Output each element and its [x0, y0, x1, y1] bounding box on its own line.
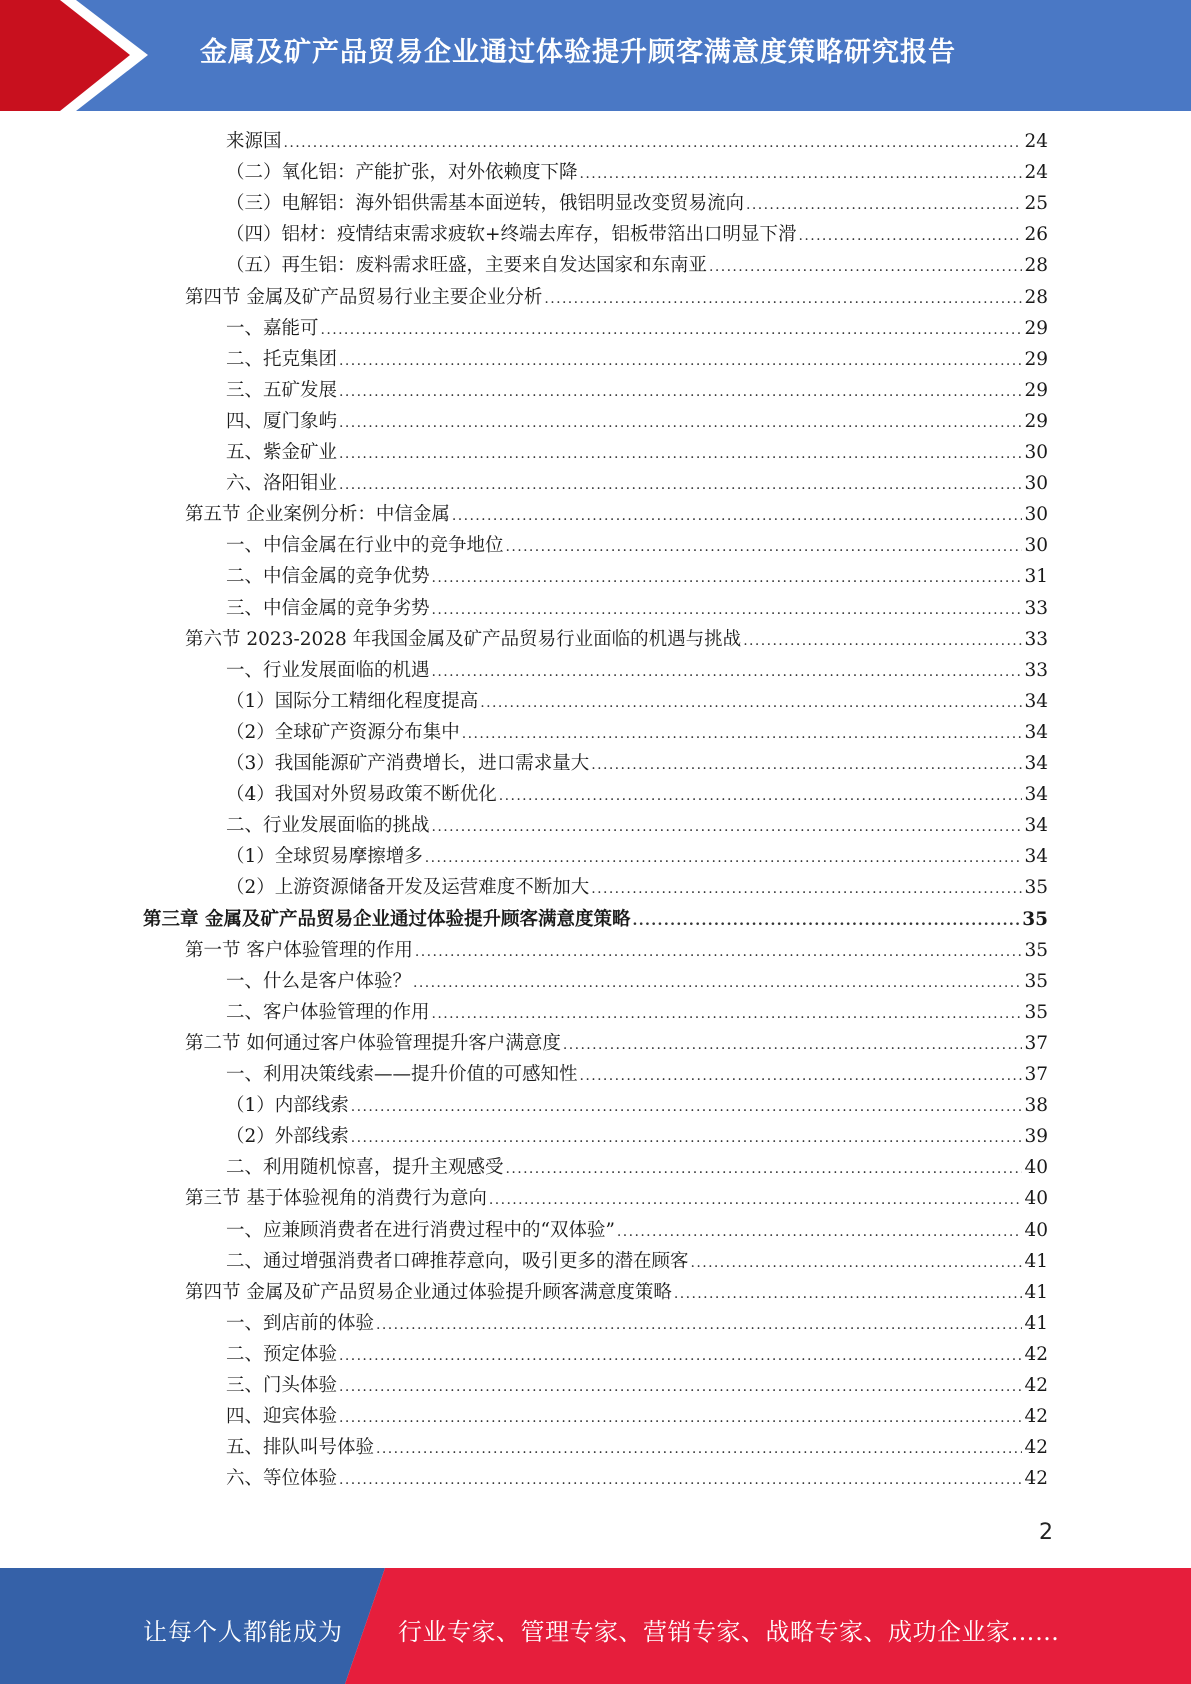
toc-entry-page: 35 [1022, 908, 1048, 930]
toc-entry-page: 29 [1024, 348, 1048, 370]
toc-entry-title: 一、到店前的体验 [226, 1312, 375, 1334]
toc-entry[interactable] [226, 1216, 1048, 1247]
toc-entry-page: 24 [1024, 162, 1048, 184]
toc-entry-title: （四）铝材：疫情结束需求疲软+终端去库存，铝板带箔出口明显下滑 [226, 224, 797, 246]
toc-entry-page: 26 [1024, 224, 1048, 246]
toc-entry[interactable] [226, 251, 1048, 282]
toc-entry-page: 41 [1024, 1250, 1048, 1272]
toc-entry-page: 35 [1024, 970, 1048, 992]
toc-dot-leader [432, 664, 1023, 680]
toc-entry[interactable] [226, 967, 1048, 998]
toc-dot-leader [580, 1068, 1023, 1084]
toc-dot-leader [674, 1286, 1023, 1302]
toc-entry-title: 第三章 金属及矿产品贸易企业通过体验提升顾客满意度策略 [143, 908, 631, 930]
toc-entry-title: 三、中信金属的竞争劣势 [226, 597, 430, 619]
toc-entry-page: 30 [1024, 442, 1048, 463]
toc-entry[interactable] [226, 562, 1048, 593]
toc-entry-page: 33 [1024, 659, 1048, 681]
toc-entry[interactable] [226, 189, 1048, 220]
toc-entry-page: 30 [1024, 535, 1048, 557]
toc-entry[interactable] [226, 811, 1048, 842]
toc-entry[interactable] [226, 1371, 1048, 1402]
toc-dot-leader [799, 228, 1023, 244]
toc-entry-page: 39 [1024, 1126, 1048, 1148]
toc-entry-page: 40 [1024, 1188, 1048, 1210]
toc-entry-title: 二、通过增强消费者口碑推荐意向，吸引更多的潜在顾客 [226, 1250, 689, 1272]
toc-dot-leader [617, 1224, 1023, 1240]
toc-entry-title: 二、中信金属的竞争优势 [226, 566, 430, 588]
toc-entry-title: 第六节 2023-2028 年我国金属及矿产品贸易行业面临的机遇与挑战 [185, 628, 742, 650]
toc-entry-page: 29 [1024, 317, 1048, 339]
toc-entry-title: （2）全球矿产资源分布集中 [226, 721, 460, 743]
toc-dot-leader [691, 1255, 1023, 1271]
toc-entry-title: 二、客户体验管理的作用 [226, 1001, 430, 1023]
toc-entry-page: 25 [1024, 193, 1048, 215]
toc-dot-leader [339, 1348, 1022, 1364]
toc-entry-page: 34 [1024, 815, 1048, 837]
toc-dot-leader [489, 1192, 1023, 1208]
toc-dot-leader [339, 353, 1022, 369]
toc-dot-leader [415, 944, 1023, 960]
toc-entry-title: 第一节 客户体验管理的作用 [185, 939, 413, 961]
toc-entry-title: 三、门头体验 [226, 1375, 338, 1396]
toc-entry-page: 34 [1024, 846, 1048, 868]
toc-entry-page: 33 [1024, 628, 1048, 650]
toc-entry-page: 40 [1024, 1219, 1048, 1241]
toc-entry-page: 41 [1024, 1312, 1048, 1334]
toc-entry-page: 41 [1024, 1281, 1048, 1303]
toc-entry-title: 二、托克集团 [226, 348, 338, 370]
toc-entry[interactable] [226, 594, 1048, 625]
toc-dot-leader [580, 166, 1023, 182]
toc-entry[interactable] [226, 1340, 1048, 1371]
toc-entry-title: 四、厦门象屿 [226, 410, 338, 432]
toc-dot-leader [284, 135, 1023, 151]
toc-entry-page: 42 [1024, 1406, 1048, 1428]
toc-entry[interactable] [185, 500, 1048, 531]
toc-entry-page: 42 [1024, 1343, 1048, 1365]
toc-entry-page: 28 [1024, 286, 1048, 308]
toc-entry-title: 来源国 [226, 131, 282, 152]
toc-entry-title: （2）外部线索 [226, 1126, 349, 1148]
toc-entry-page: 38 [1024, 1095, 1048, 1117]
toc-entry[interactable] [226, 376, 1048, 407]
toc-entry-page: 24 [1024, 131, 1048, 152]
toc-entry-title: 二、行业发展面临的挑战 [226, 815, 430, 837]
toc-entry-title: （2）上游资源储备开发及运营难度不断加大 [226, 877, 590, 899]
toc-entry-page: 31 [1024, 566, 1048, 588]
toc-entry[interactable] [185, 1184, 1048, 1215]
toc-entry-page: 34 [1024, 784, 1048, 806]
toc-dot-leader [506, 539, 1023, 555]
toc-entry-title: 三、五矿发展 [226, 379, 338, 401]
toc-dot-leader [376, 1317, 1022, 1333]
toc-entry[interactable] [226, 407, 1048, 438]
toc-entry-title: （五）再生铝：废料需求旺盛，主要来自发达国家和东南亚 [226, 255, 708, 277]
toc-entry-page: 40 [1024, 1157, 1048, 1179]
toc-entry-page: 30 [1024, 473, 1048, 495]
toc-entry[interactable] [226, 1247, 1048, 1278]
toc-entry-title: 一、利用决策线索——提升价值的可感知性 [226, 1064, 578, 1085]
toc-entry-page: 33 [1024, 597, 1048, 619]
toc-dot-leader [709, 259, 1022, 275]
toc-entry[interactable] [185, 936, 1048, 967]
toc-entry-title: 一、应兼顾消费者在进行消费过程中的“双体验” [226, 1219, 615, 1241]
toc-entry[interactable] [226, 1060, 1048, 1091]
toc-entry[interactable] [226, 749, 1048, 780]
toc-entry[interactable] [226, 438, 1048, 469]
toc-entry[interactable] [226, 158, 1048, 189]
toc-entry-page: 29 [1024, 379, 1048, 401]
toc-dot-leader [351, 1130, 1023, 1146]
toc-entry-title: 五、排队叫号体验 [226, 1437, 375, 1459]
toc-entry-title: （1）全球贸易摩擦增多 [226, 846, 423, 868]
toc-entry[interactable] [226, 531, 1048, 562]
toc-entry-title: （二）氧化铝：产能扩张，对外依赖度下降 [226, 162, 578, 184]
toc-dot-leader [506, 1161, 1023, 1177]
toc-entry-page: 42 [1024, 1437, 1048, 1459]
toc-entry-title: 第四节 金属及矿产品贸易企业通过体验提升顾客满意度策略 [185, 1281, 672, 1303]
toc-dot-leader [376, 1441, 1022, 1457]
toc-dot-leader [563, 1037, 1023, 1053]
toc-dot-leader [632, 913, 1020, 929]
toc-entry[interactable] [226, 656, 1048, 687]
toc-dot-leader [544, 291, 1022, 307]
toc-dot-leader [432, 819, 1023, 835]
toc-entry-title: 第五节 企业案例分析：中信金属 [185, 504, 450, 526]
toc-entry-page: 29 [1024, 410, 1048, 432]
toc-entry[interactable] [226, 1122, 1048, 1153]
toc-dot-leader [339, 1472, 1022, 1488]
toc-entry-title: 第三节 基于体验视角的消费行为意向 [185, 1188, 487, 1210]
toc-dot-leader [432, 1006, 1023, 1022]
toc-dot-leader [480, 695, 1022, 711]
toc-entry-title: （1）国际分工精细化程度提高 [226, 690, 479, 712]
footer-slogan-left: 让每个人都能成为 [143, 1618, 343, 1646]
toc-dot-leader [743, 633, 1022, 649]
toc-entry[interactable] [226, 873, 1048, 904]
toc-entry[interactable] [226, 718, 1048, 749]
toc-entry-title: 一、什么是客户体验？ [226, 970, 412, 992]
toc-entry[interactable] [226, 1309, 1048, 1340]
toc-entry[interactable] [185, 283, 1048, 314]
toc-entry[interactable] [226, 1433, 1048, 1464]
toc-entry-title: 二、预定体验 [226, 1343, 338, 1365]
toc-entry-title: 第二节 如何通过客户体验管理提升客户满意度 [185, 1032, 561, 1054]
toc-entry-title: 五、紫金矿业 [226, 442, 338, 463]
page-number: 2 [1039, 1520, 1053, 1545]
toc-dot-leader [432, 570, 1023, 586]
toc-entry-page: 42 [1024, 1375, 1048, 1396]
toc-entry-title: 一、中信金属在行业中的竞争地位 [226, 535, 504, 557]
toc-entry[interactable] [226, 687, 1048, 718]
toc-dot-leader [432, 602, 1023, 618]
toc-entry-title: 四、迎宾体验 [226, 1406, 338, 1428]
toc-entry-page: 37 [1024, 1064, 1048, 1085]
toc-entry-page: 35 [1024, 939, 1048, 961]
toc-entry-page: 28 [1024, 255, 1048, 277]
toc-dot-leader [321, 322, 1023, 338]
page-header [0, 0, 1191, 111]
toc-entry-title: （三）电解铝：海外铝供需基本面逆转，俄铝明显改变贸易流向 [226, 193, 745, 215]
toc-entry[interactable] [226, 780, 1048, 811]
toc-entry[interactable] [143, 905, 1048, 936]
toc-entry[interactable] [226, 1091, 1048, 1122]
toc-entry-title: 一、嘉能可 [226, 317, 319, 339]
toc-dot-leader [413, 975, 1022, 991]
toc-entry[interactable] [185, 625, 1048, 656]
toc-dot-leader [339, 1410, 1022, 1426]
toc-entry-page: 34 [1024, 690, 1048, 712]
toc-entry-page: 30 [1024, 504, 1048, 526]
toc-dot-leader [339, 446, 1022, 462]
toc-dot-leader [499, 788, 1023, 804]
toc-entry[interactable] [226, 469, 1048, 500]
toc-dot-leader [591, 881, 1022, 897]
toc-entry-title: （3）我国能源矿产消费增长，进口需求量大 [226, 753, 590, 774]
toc-entry-title: 六、洛阳钼业 [226, 473, 338, 495]
toc-entry[interactable] [226, 314, 1048, 345]
toc-entry[interactable] [185, 1029, 1048, 1060]
toc-dot-leader [462, 726, 1023, 742]
toc-entry-title: 二、利用随机惊喜，提升主观感受 [226, 1157, 504, 1179]
toc-entry-title: （4）我国对外贸易政策不断优化 [226, 784, 497, 806]
toc-dot-leader [339, 477, 1022, 493]
toc-dot-leader [746, 197, 1022, 213]
toc-entry-page: 34 [1024, 721, 1048, 743]
toc-entry[interactable] [226, 220, 1048, 251]
toc-entry[interactable] [226, 345, 1048, 376]
toc-dot-leader [425, 850, 1023, 866]
report-title: 金属及矿产品贸易企业通过体验提升顾客满意度策略研究报告 [200, 37, 956, 68]
toc-dot-leader [339, 1379, 1022, 1395]
toc-entry-title: 六、等位体验 [226, 1468, 338, 1490]
toc-entry[interactable] [226, 1402, 1048, 1433]
toc-entry[interactable] [226, 998, 1048, 1029]
toc-dot-leader [339, 384, 1022, 400]
toc-dot-leader [452, 508, 1023, 524]
toc-entry[interactable] [226, 1153, 1048, 1184]
page-footer [0, 1568, 1191, 1684]
toc-dot-leader [591, 757, 1022, 773]
toc-entry-page: 37 [1024, 1032, 1048, 1054]
toc-entry-title: 第四节 金属及矿产品贸易行业主要企业分析 [185, 286, 543, 308]
toc-entry[interactable] [226, 127, 1048, 158]
toc-dot-leader [339, 415, 1022, 431]
toc-entry-title: 一、行业发展面临的机遇 [226, 659, 430, 681]
toc-entry-page: 42 [1024, 1468, 1048, 1490]
toc-entry-page: 35 [1024, 1001, 1048, 1023]
toc-entry-title: （1）内部线索 [226, 1095, 349, 1117]
toc-entry[interactable] [185, 1278, 1048, 1309]
toc-entry[interactable] [226, 1464, 1048, 1495]
toc-entry-page: 35 [1024, 877, 1048, 899]
toc-dot-leader [351, 1099, 1023, 1115]
footer-slogan-right: 行业专家、管理专家、营销专家、战略专家、成功企业家…… [398, 1618, 1060, 1646]
toc-entry[interactable] [226, 842, 1048, 873]
toc-entry-page: 34 [1024, 753, 1048, 774]
